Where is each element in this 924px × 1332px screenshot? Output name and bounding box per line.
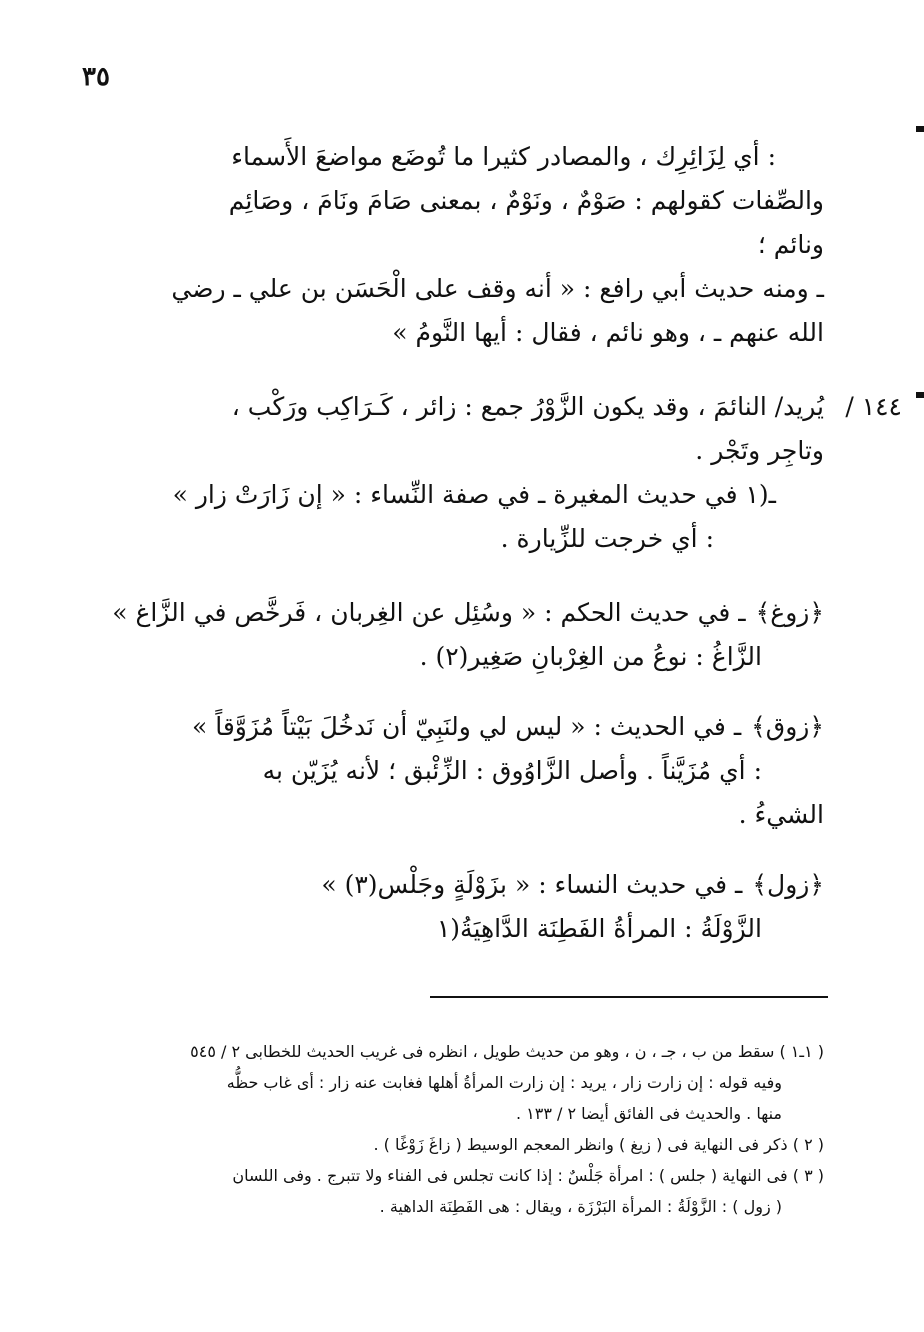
entry-line: الزَّاغُ : نوعُ من الغِرْبانِ صَغِير(٢) .: [419, 642, 762, 671]
footnote-divider: [430, 996, 828, 998]
entry-zawl: [80, 863, 824, 907]
hadith-mughira-line: ـ(١ في حديث المغيرة ـ في صفة النِّساء : « إن زَارَتْ زار »: [172, 480, 776, 509]
page-number: ٣٥: [82, 62, 110, 92]
footnote-1-cont: منها . والحديث فى الفائق أيضا ٢ / ١٣٣ .: [515, 1104, 782, 1123]
entry-zawgh: [80, 591, 824, 635]
entry-line: : أي مُزَيَّناً . وأصل الزَّاوُوق : الزِّئْبق ؛ لأنه يُزَيّن به: [262, 756, 762, 785]
footnote-2: ( ٢ ) ذكر فى النهاية فى ( زيغ ) وانظر المعجم الوسيط ( زاغَ زَوْغًا ) .: [373, 1135, 824, 1154]
entry-line: يُريد/ النائمَ ، وقد يكون الزَّوْرُ جمع : زائر ، كَـرَاكِب ورَكْب ،: [231, 392, 824, 421]
footnote-3: ( ٣ ) فى النهاية ( جلس ) : امرأة جَلْسٌ : إذا كانت تجلس فى الفناء ولا تتبرج . وفى اللسان: [232, 1166, 824, 1185]
para-definition-line: : أي لِزَائِرِك ، والمصادر كثيرا ما تُوضَع مواضعَ الأَسماء: [231, 142, 776, 171]
footnote-3-cont: ( زول ) : الزَّوْلَةُ : المرأة البَرْزَة ، ويقال : هى الفَطِنَة الداهية .: [379, 1197, 782, 1216]
hadith-abu-rafi-line: ـ ومنه حديث أبي رافع : « أنه وقف على الْحَسَن بن علي ـ رضي: [171, 274, 824, 303]
para-definition-line: والصِّفات كقولهم : صَوْمٌ ، ونَوْمٌ ، بمعنى صَامَ ونَامَ ، وصَائِم: [228, 186, 824, 215]
headword-zawgh: ﴿زوغ﴾: [755, 598, 824, 627]
hadith-abu-rafi-line: الله عنهم ـ ، وهو نائم ، فقال : أيها النَّومُ »: [392, 318, 824, 347]
footnote-1: ( ١ـ١ ) سقط من ب ، جـ ، ن ، وهو من حديث طويل ، انظره فى غريب الحديث للخطابى ٢ / ٥٤٥: [190, 1042, 824, 1061]
para-definition-line: ونائم ؛: [757, 230, 824, 259]
entry-number: ١٤٤ /: [845, 392, 902, 421]
entry-line: ـ في حديث الحكم : « وسُئِل عن الغِربان ، فَرخَّص في الزَّاغ »: [112, 598, 746, 627]
headword-zawl: ﴿زول﴾: [752, 870, 824, 899]
footnotes: [78, 1036, 824, 1222]
entry-144: [80, 385, 902, 429]
entry-line: الزَّوْلَةُ : المرأةُ الفَطِنَة الدَّاهِيَةُ(١: [436, 914, 762, 943]
entry-line: الشيءُ .: [738, 800, 824, 829]
hadith-mughira-line: : أي خرجت للزِّيارة .: [500, 524, 714, 553]
margin-mark-top: [916, 126, 924, 132]
entry-line: ـ في الحديث : « ليس لي ولنَبِيّ أن نَدخُلَ بَيْتاً مُزَوَّقاً »: [191, 712, 742, 741]
entry-line: وتاجِر وتَجْر .: [695, 436, 824, 465]
footnote-1-cont: وفيه قوله : إن زارت زار ، يريد : إن زارت المرأةُ أهلها فغابت عنه زار : أى غاب حظُّه: [226, 1073, 782, 1092]
headword-zawq: ﴿زوق﴾: [751, 712, 824, 741]
entry-line: ـ في حديث النساء : « بزَوْلَةٍ وجَلْس(٣) »: [321, 870, 743, 899]
entry-zawq: [80, 705, 824, 749]
main-text: [80, 135, 902, 951]
margin-mark-middle: [916, 392, 924, 398]
